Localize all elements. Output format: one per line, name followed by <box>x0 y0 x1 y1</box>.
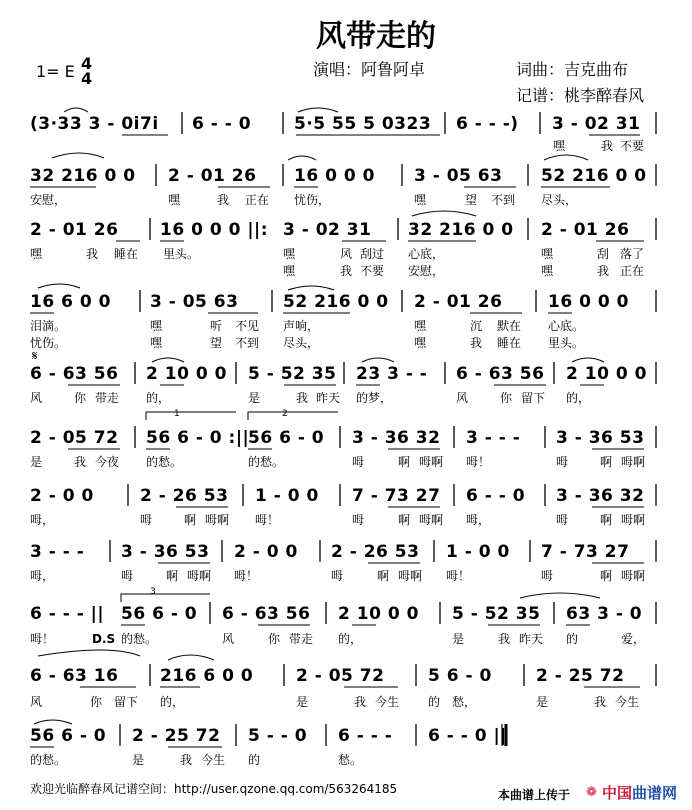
measure: 2 - 25 72 <box>536 666 625 686</box>
upload-label: 本曲谱上传于 <box>498 788 571 802</box>
lyric: 啊 <box>184 513 197 527</box>
lyric: 风 <box>456 391 469 405</box>
lyric-verse2: 里头。 <box>548 336 585 350</box>
lyric: 呣 <box>556 513 569 527</box>
lyric: 嘿 <box>553 139 566 153</box>
lyric-verse2: 不要 <box>360 264 385 278</box>
measure: 5·5 55 5 0323 <box>294 114 432 134</box>
measure: 6 - 63 56 <box>30 364 119 384</box>
lyric: 昨天 <box>519 632 544 646</box>
lyric-verse2: 我 <box>470 336 483 350</box>
measure: 56 6 - 0 <box>30 726 107 746</box>
lyric: 你 <box>500 391 513 405</box>
measure: 6 - 63 56 <box>456 364 545 384</box>
measure: 3 - 05 63 <box>150 292 239 312</box>
lyric: 是 <box>452 632 465 646</box>
lyric: 我 <box>296 391 309 405</box>
lyric: 的梦， <box>356 391 393 405</box>
lyric: 我 <box>180 753 193 767</box>
lyric: 的愁。 <box>146 455 183 469</box>
measure: 56 6 - 0 :|| <box>146 428 250 448</box>
measure: 2 - 0 0 <box>234 542 298 562</box>
measure: 56 6 - 0 <box>121 604 198 624</box>
measure: 1 - 0 0 <box>255 486 319 506</box>
measure: 1 - 0 0 <box>446 542 510 562</box>
lyric: 我 <box>354 695 367 709</box>
lyric-verse2: 安慰， <box>408 264 445 278</box>
lyric: 你 <box>74 391 87 405</box>
lyric: 呣 <box>140 513 153 527</box>
lyric: 不见 <box>235 319 260 333</box>
measure: 16 6 0 0 <box>30 292 111 312</box>
lyric: 呣， <box>30 569 55 583</box>
lyric: 我 <box>601 139 614 153</box>
lyric: 的 <box>248 753 261 767</box>
lyric: 留下 <box>114 695 139 709</box>
lyric: 刮过 <box>360 247 385 261</box>
lyric: 嘿 <box>168 193 181 207</box>
lyric: 呣啊 <box>419 455 444 469</box>
measure: 6 - - 0 || <box>428 726 507 746</box>
lyric: 今夜 <box>95 455 120 469</box>
lyric: 泪滴。 <box>30 319 67 333</box>
lyric: 呣！ <box>466 455 491 469</box>
lyric: 的， <box>338 632 363 646</box>
measure: 6 - - 0 <box>466 486 526 506</box>
time-signature-top: 4 <box>81 54 93 73</box>
measure: 52 216 0 0 <box>283 292 389 312</box>
measure: 6 - - 0 <box>192 114 252 134</box>
lyric: 的 <box>566 632 579 646</box>
lyric: 呣 <box>352 455 365 469</box>
measure: 16 0 0 0 <box>548 292 629 312</box>
lyric: 啊 <box>600 513 613 527</box>
lyric-verse2: 嘿 <box>283 264 296 278</box>
lyric: 带走 <box>289 632 314 646</box>
lyric: 是 <box>30 455 43 469</box>
measure: 7 - 73 27 <box>541 542 630 562</box>
lyric: 呣啊 <box>205 513 230 527</box>
lyric: 是 <box>132 753 145 767</box>
measure: 32 216 0 0 <box>30 166 136 186</box>
lyric: 呣 <box>556 455 569 469</box>
lyric: 留下 <box>521 391 546 405</box>
lyric: 风 <box>30 391 43 405</box>
measure: 2 - 05 72 <box>296 666 385 686</box>
lyric: 里头。 <box>163 247 200 261</box>
lyric: 的， <box>160 695 185 709</box>
lyric: 呣 <box>352 513 365 527</box>
dal-segno-mark: D.S <box>92 632 116 646</box>
lyric-verse2: 正在 <box>620 264 645 278</box>
brand-logo-icon: ❁ <box>586 785 597 800</box>
lyric: 的愁。 <box>121 632 158 646</box>
footer-note: 欢迎光临醉春风记谱空间：http://user.qzone.qq.com/563264185 <box>30 782 398 796</box>
lyric: 啊 <box>398 513 411 527</box>
lyric: 呣 <box>541 569 554 583</box>
key-signature: 1= E <box>36 62 75 81</box>
time-signature-bottom: 4 <box>81 69 93 88</box>
lyric: 风 <box>30 695 43 709</box>
measure: 2 - 01 26 <box>541 220 630 240</box>
measure: 3 - - - <box>466 428 521 448</box>
measure: 6 - - - <box>338 726 393 746</box>
lyric: 爱， <box>621 632 646 646</box>
lyric-verse2: 我 <box>597 264 610 278</box>
lyric: 我 <box>74 455 87 469</box>
measure: 3 - 36 32 <box>556 486 645 506</box>
lyric: 呣！ <box>234 569 259 583</box>
lyric: 带走 <box>95 391 120 405</box>
lyric: 啊 <box>166 569 179 583</box>
lyric: 呣啊 <box>621 455 646 469</box>
lyric: 正在 <box>245 193 270 207</box>
lyric: 嘿 <box>414 319 427 333</box>
lyric: 睡在 <box>114 247 139 261</box>
measure: 216 6 0 0 <box>160 666 254 686</box>
lyric: 的， <box>566 391 591 405</box>
lyric-verse2: 睡在 <box>497 336 522 350</box>
lyric: 是 <box>296 695 309 709</box>
lyric: 呣啊 <box>621 569 646 583</box>
lyric: 我 <box>594 695 607 709</box>
measure: 6 - 63 56 <box>222 604 311 624</box>
measure: 6 - 63 16 <box>30 666 119 686</box>
lyric: 你 <box>90 695 103 709</box>
lyric: 风 <box>222 632 235 646</box>
lyric: 默在 <box>497 319 522 333</box>
measure: 6 - - - || <box>30 604 105 624</box>
lyric: 你 <box>268 632 281 646</box>
lyric: 愁。 <box>338 753 363 767</box>
measure: 3 - 36 53 <box>556 428 645 448</box>
brand-name-b: 曲谱网 <box>632 784 678 802</box>
lyric: 嘿 <box>150 319 163 333</box>
measure: 16 0 0 0 ||: <box>160 220 269 240</box>
measure: 16 0 0 0 <box>294 166 375 186</box>
lyric: 我 <box>217 193 230 207</box>
measure: 2 - 26 53 <box>331 542 420 562</box>
lyric: 是 <box>536 695 549 709</box>
lyricist-composer-credit: 词曲：吉克曲布 <box>516 60 629 79</box>
measure: 3 - 36 32 <box>352 428 441 448</box>
lyric: 啊 <box>600 569 613 583</box>
lyric-verse2: 嘿 <box>150 336 163 350</box>
measure: 56 6 - 0 <box>248 428 325 448</box>
lyric: 忧伤， <box>294 193 331 207</box>
measure: 3 - 02 31 <box>552 114 641 134</box>
singer-credit: 演唱：阿鲁阿卓 <box>313 60 426 79</box>
lyric: 的愁。 <box>248 455 285 469</box>
measure: 63 3 - 0 <box>566 604 643 624</box>
lyric: 今生 <box>201 753 226 767</box>
measure: 3 - 02 31 <box>283 220 372 240</box>
lyric: 呣啊 <box>187 569 212 583</box>
lyric-verse2: 嘿 <box>414 336 427 350</box>
lyric: 呣！ <box>255 513 280 527</box>
measure: (3·33 3 - 0i7i <box>30 114 159 134</box>
measure: 3 - 05 63 <box>414 166 503 186</box>
measure: 5 6 - 0 <box>428 666 492 686</box>
measure: 3 - 36 53 <box>121 542 210 562</box>
lyric: 的 <box>428 695 441 709</box>
lyric: 啊 <box>398 455 411 469</box>
transcriber-credit: 记谱：桃李醉春风 <box>516 86 645 105</box>
measure: 2 - 01 26 <box>414 292 503 312</box>
lyric: 呣， <box>30 513 55 527</box>
lyric: 呣 <box>121 569 134 583</box>
measure: 2 - 01 26 <box>30 220 119 240</box>
lyric-verse2: 不到 <box>235 336 260 350</box>
lyric: 呣！ <box>446 569 471 583</box>
lyric: 啊 <box>377 569 390 583</box>
lyric: 尽头， <box>541 193 578 207</box>
measure: 2 - 01 26 <box>168 166 257 186</box>
lyric: 不到 <box>491 193 516 207</box>
lyric: 愁， <box>452 695 477 709</box>
triplet-mark: 3 <box>150 587 156 597</box>
lyric: 听 <box>210 319 223 333</box>
measure: 5 - - 0 <box>248 726 308 746</box>
volta-1: 1 <box>174 409 180 419</box>
lyric: 呣啊 <box>621 513 646 527</box>
lyric: 是 <box>248 391 261 405</box>
brand-name-a: 中国 <box>602 784 633 802</box>
song-title: 风带走的 <box>316 19 436 54</box>
segno-mark: 𝄋 <box>32 349 38 364</box>
lyric: 呣， <box>466 513 491 527</box>
lyric: 我 <box>86 247 99 261</box>
measure: 23 3 - - <box>356 364 428 384</box>
measure: 2 10 0 0 <box>338 604 419 624</box>
lyric: 嘿 <box>30 247 43 261</box>
lyric: 沉 <box>470 319 483 333</box>
measure: 2 - 05 72 <box>30 428 119 448</box>
measure: 6 - - -) <box>456 114 519 134</box>
brand-name <box>602 786 677 801</box>
measure: 52 216 0 0 <box>541 166 647 186</box>
lyric-verse2: 望 <box>210 336 223 350</box>
measure: 2 - 25 72 <box>132 726 221 746</box>
lyric: 安慰， <box>30 193 67 207</box>
lyric: 心底。 <box>548 319 585 333</box>
measure: 32 216 0 0 <box>408 220 514 240</box>
lyric: 昨天 <box>316 391 341 405</box>
lyric: 呣啊 <box>398 569 423 583</box>
volta-2: 2 <box>282 409 288 419</box>
lyric-verse2: 忧伤。 <box>30 336 67 350</box>
lyric: 呣！ <box>30 632 55 646</box>
lyric: 声响， <box>283 319 320 333</box>
lyric: 的， <box>146 391 171 405</box>
lyric: 嘿 <box>541 247 554 261</box>
measure: 3 - - - <box>30 542 85 562</box>
lyric: 我 <box>498 632 511 646</box>
lyric: 呣啊 <box>419 513 444 527</box>
measure: 2 - 0 0 <box>30 486 94 506</box>
measure: 5 - 52 35 <box>248 364 337 384</box>
lyric: 今生 <box>375 695 400 709</box>
lyric: 心底， <box>408 247 445 261</box>
lyric-verse2: 尽头， <box>283 336 320 350</box>
measure: 5 - 52 35 <box>452 604 541 624</box>
lyric: 不要 <box>620 139 645 153</box>
lyric-verse2: 我 <box>340 264 353 278</box>
lyric: 啊 <box>600 455 613 469</box>
measure: 2 10 0 0 <box>566 364 647 384</box>
lyric: 刮 <box>597 247 610 261</box>
lyric-verse2: 嘿 <box>541 264 554 278</box>
lyric: 落了 <box>620 247 645 261</box>
lyric: 望 <box>465 193 478 207</box>
lyric: 风 <box>340 247 353 261</box>
measure: 2 10 0 0 <box>146 364 227 384</box>
lyric: 嘿 <box>414 193 427 207</box>
lyric: 的愁。 <box>30 753 67 767</box>
measure: 2 - 26 53 <box>140 486 229 506</box>
lyric: 今生 <box>615 695 640 709</box>
lyric: 呣 <box>331 569 344 583</box>
lyric: 嘿 <box>283 247 296 261</box>
measure: 7 - 73 27 <box>352 486 441 506</box>
